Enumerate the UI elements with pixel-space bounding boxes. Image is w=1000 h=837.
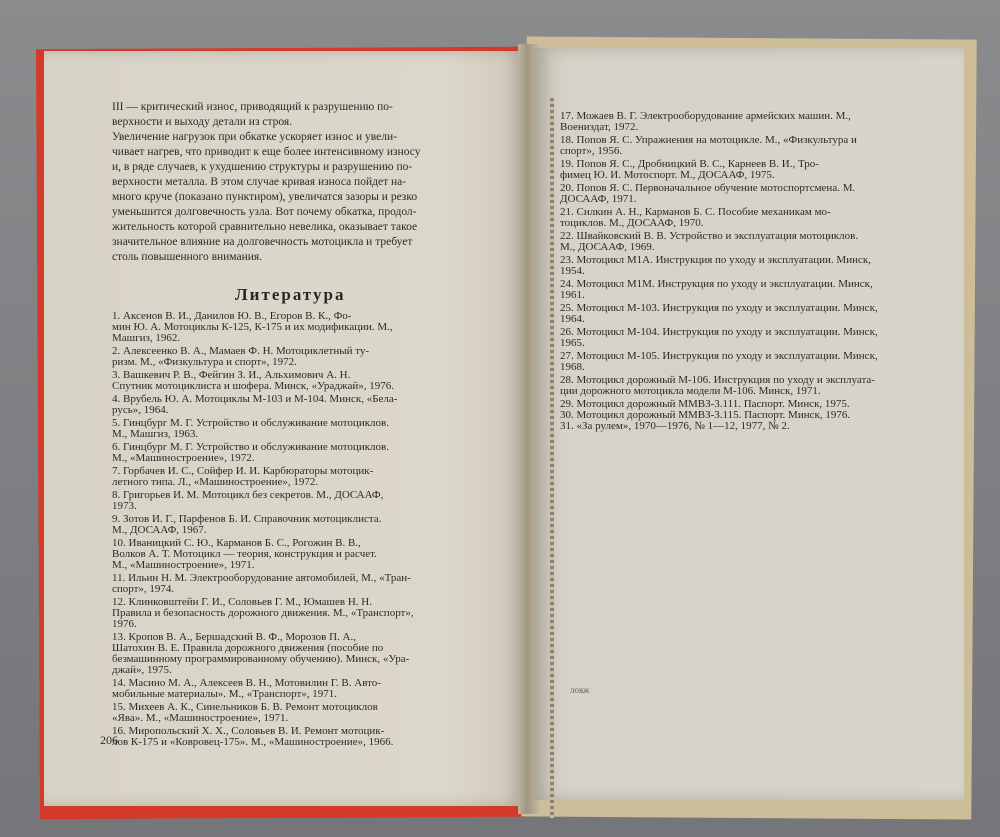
reference-line: 18. Попов Я. С. Упражнения на мотоцикле. М., «Физкультура и bbox=[560, 134, 857, 146]
intro-line: III — критический износ, приводящий к разрушению по- bbox=[112, 101, 393, 113]
reference-line: 13. Кропов В. А., Бершадский В. Ф., Морозов П. А., bbox=[112, 631, 356, 643]
reference-line: Шатохин В. Е. Правила дорожного движения (пособие по bbox=[112, 642, 384, 654]
reference-line: 27. Мотоцикл М-105. Инструкция по уходу и эксплуатации. Минск, bbox=[560, 350, 878, 362]
reference-line: Машгиз, 1962. bbox=[112, 332, 181, 344]
reference-line: 2. Алексеенко В. А., Мамаев Ф. Н. Мотоциклетный ту- bbox=[112, 345, 370, 357]
reference-line: фимец Ю. И. Мотоспорт. М., ДОСААФ, 1975. bbox=[560, 169, 775, 181]
intro-line: столь повышенного внимания. bbox=[112, 251, 263, 263]
reference-line: 21. Силкин А. Н., Карманов Б. С. Пособие механикам мо- bbox=[560, 206, 831, 218]
reference-line: 1954. bbox=[560, 265, 585, 277]
reference-line: М., «Машиностроение», 1972. bbox=[112, 452, 255, 464]
reference-line: безмашинному программированному обучению). Минск, «Ура- bbox=[112, 653, 410, 665]
reference-line: 10. Иваницкий С. Ю., Карманов Б. С., Рогожин В. В., bbox=[112, 537, 361, 549]
reference-line: 3. Вашкевич Р. В., Фейгин З. И., Альхимович А. Н. bbox=[112, 369, 351, 381]
intro-line: верхности металла. В этом случае кривая износа пойдет на- bbox=[112, 176, 407, 188]
intro-line: жительность которой сравнительно невелика, оказывает такое bbox=[112, 221, 418, 233]
intro-line: чивает нагрев, что приводит к еще более интенсивному износу bbox=[112, 146, 421, 158]
reference-line: 6. Гинцбург М. Г. Устройство и обслуживание мотоциклов. bbox=[112, 441, 389, 453]
reference-line: 1961. bbox=[560, 289, 585, 301]
reference-line: 14. Масино М. А., Алексеев В. Н., Мотовилин Г. В. Авто- bbox=[112, 677, 381, 689]
reference-line: ции дорожного мотоцикла модели М-106. Минск, 1971. bbox=[560, 385, 821, 397]
reference-line: 23. Мотоцикл М1А. Инструкция по уходу и эксплуатации. Минск, bbox=[560, 254, 871, 266]
reference-line: 8. Григорьев И. М. Мотоцикл без секретов. М., ДОСААФ, bbox=[112, 489, 384, 501]
reference-line: 1965. bbox=[560, 337, 585, 349]
reference-line: 26. Мотоцикл М-104. Инструкция по уходу и эксплуатации. Минск, bbox=[560, 326, 878, 338]
reference-line: 1976. bbox=[112, 618, 137, 630]
reference-line: 17. Можаев В. Г. Электрооборудование армейских машин. М., bbox=[560, 110, 851, 122]
reference-line: М., Машгиз, 1963. bbox=[112, 428, 199, 440]
reference-line: лов К-175 и «Ковровец-175». М., «Машиностроение», 1966. bbox=[112, 736, 394, 748]
intro-line: верхности и выходу детали из строя. bbox=[112, 116, 293, 128]
intro-line: уменьшится долговечность узла. Вот почему обкатка, продол- bbox=[112, 206, 417, 218]
faded-stamp: ловж bbox=[570, 685, 590, 695]
reference-line: 9. Зотов И. Г., Парфенов Б. И. Справочник мотоциклиста. bbox=[112, 513, 382, 525]
reference-line: ризм. М., «Физкультура и спорт», 1972. bbox=[112, 356, 297, 368]
reference-line: тоциклов. М., ДОСААФ, 1970. bbox=[560, 217, 704, 229]
reference-line: 31. «За рулем», 1970—1976, № 1—12, 1977, № 2. bbox=[560, 420, 790, 432]
reference-line: мин Ю. А. Мотоциклы К-125, К-175 и их модификации. М., bbox=[112, 321, 393, 333]
intro-line: Увеличение нагрузок при обкатке ускоряет износ и увели- bbox=[112, 131, 397, 143]
intro-line: значительное влияние на долговечность мотоцикла и требует bbox=[112, 236, 413, 248]
reference-line: 1973. bbox=[112, 500, 137, 512]
reference-line: летного типа. Л., «Машиностроение», 1972. bbox=[112, 476, 319, 488]
reference-line: 4. Врубель Ю. А. Мотоциклы М-103 и М-104. Минск, «Бела- bbox=[112, 393, 398, 405]
reference-line: 24. Мотоцикл М1М. Инструкция по уходу и эксплуатации. Минск, bbox=[560, 278, 873, 290]
reference-line: ДОСААФ, 1971. bbox=[560, 193, 637, 205]
reference-line: 20. Попов Я. С. Первоначальное обучение мотоспортсмена. М. bbox=[560, 182, 856, 194]
reference-line: Правила и безопасность дорожного движения. М., «Транспорт», bbox=[112, 607, 414, 619]
reference-line: 1. Аксенов В. И., Данилов Ю. В., Егоров В. К., Фо- bbox=[112, 310, 352, 322]
reference-line: 28. Мотоцикл дорожный М-106. Инструкция по уходу и эксплуата- bbox=[560, 374, 875, 386]
reference-line: 29. Мотоцикл дорожный ММВЗ-3.111. Паспорт. Минск, 1975. bbox=[560, 398, 850, 410]
reference-line: 1968. bbox=[560, 361, 585, 373]
reference-line: М., ДОСААФ, 1969. bbox=[560, 241, 655, 253]
reference-line: Волков А. Т. Мотоцикл — теория, конструкция и расчет. bbox=[112, 548, 377, 560]
reference-line: 16. Миропольский Х. Х., Соловьев В. И. Ремонт мотоцик- bbox=[112, 725, 385, 737]
reference-line: спорт», 1956. bbox=[560, 145, 623, 157]
reference-line: М., «Машиностроение», 1971. bbox=[112, 559, 255, 571]
reference-line: джай», 1975. bbox=[112, 664, 172, 676]
reference-line: 22. Швайковский В. В. Устройство и эксплуатация мотоциклов. bbox=[560, 230, 859, 242]
reference-line: 25. Мотоцикл М-103. Инструкция по уходу и эксплуатации. Минск, bbox=[560, 302, 878, 314]
binding-thread bbox=[550, 98, 554, 818]
reference-line: «Ява». М., «Машиностроение», 1971. bbox=[112, 712, 289, 724]
reference-line: 5. Гинцбург М. Г. Устройство и обслуживание мотоциклов. bbox=[112, 417, 389, 429]
reference-line: 11. Ильин Н. М. Электрооборудование автомобилей, М., «Тран- bbox=[112, 572, 411, 584]
intro-line: и, в ряде случаев, к ухудшению структуры и разрушению по- bbox=[112, 161, 413, 173]
reference-line: 19. Попов Я. С., Дробницкий В. С., Карнеев В. И., Тро- bbox=[560, 158, 819, 170]
reference-line: мобильные материалы». М., «Транспорт», 1971. bbox=[112, 688, 338, 700]
intro-line: много круче (показано пунктиром), увеличатся зазоры и резко bbox=[112, 191, 418, 203]
reference-line: 30. Мотоцикл дорожный ММВЗ-3.115. Паспорт. Минск, 1976. bbox=[560, 409, 851, 421]
reference-line: Воениздат, 1972. bbox=[560, 121, 639, 133]
reference-line: спорт», 1974. bbox=[112, 583, 175, 595]
reference-line: 1964. bbox=[560, 313, 585, 325]
reference-line: М., ДОСААФ, 1967. bbox=[112, 524, 207, 536]
reference-line: Спутник мотоциклиста и шофера. Минск, «Ураджай», 1976. bbox=[112, 380, 395, 392]
reference-line: 12. Клинковштейн Г. И., Соловьев Г. М., Юмашев Н. Н. bbox=[112, 596, 372, 608]
references-heading: Литература bbox=[235, 285, 346, 304]
page-number: 206 bbox=[100, 733, 118, 747]
reference-line: русь», 1964. bbox=[112, 404, 169, 416]
reference-line: 7. Горбачев И. С., Сойфер И. И. Карбюраторы мотоцик- bbox=[112, 465, 374, 477]
reference-line: 15. Михеев А. К., Синельников Б. В. Ремонт мотоциклов bbox=[112, 701, 378, 713]
